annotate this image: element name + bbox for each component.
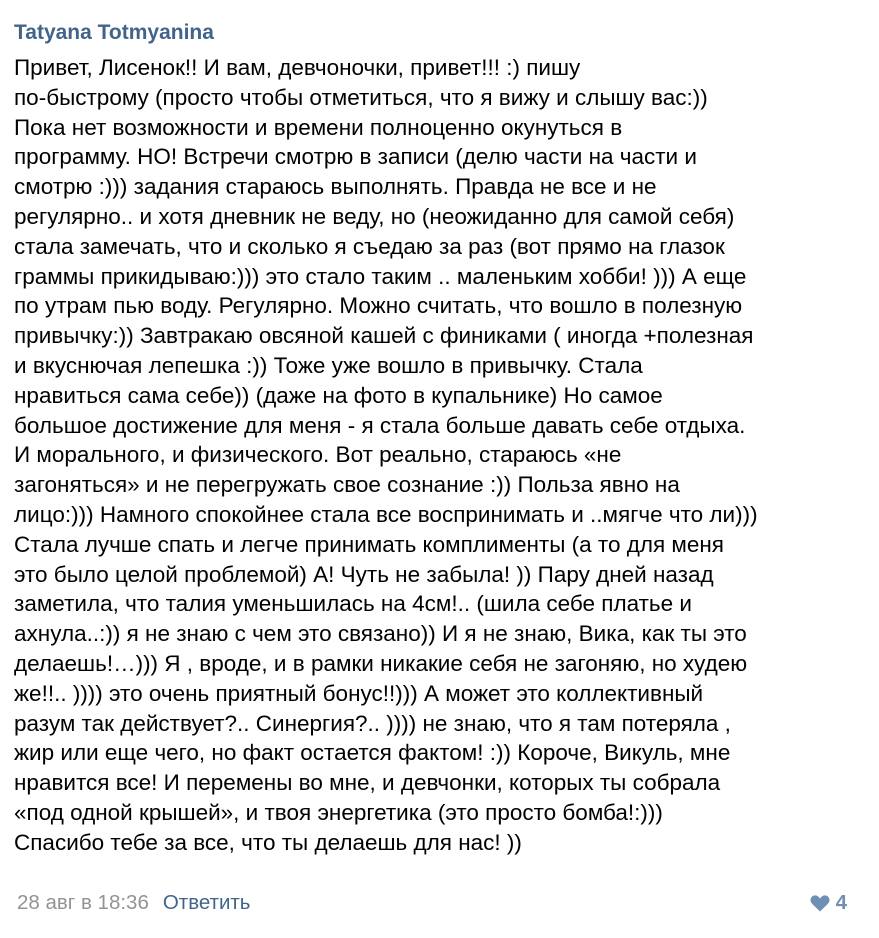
comment-author-name[interactable]: Tatyana Totmyanina [14,21,214,44]
comment-text-line: граммы прикидываю:))) это стало таким .. маленьким хобби! ))) А еще [14,263,747,289]
comment-text-line: нравится все! И перемены во мне, и девчонки, которых ты собрала [14,770,721,796]
comment-text-line: Привет, Лисенок!! И вам, девчоночки, привет!!! :) пишу [14,55,581,80]
comment-text-line: лицо:))) Намного спокойнее стала все воспринимать и ..мягче что ли))) [14,501,758,527]
comment-text-line: разум так действует?.. Синергия?.. )))) не знаю, что я там потеряла , [14,710,731,736]
comment-text-line: «под одной крышей», и твоя энергетика (это просто бомба!:))) [14,799,663,825]
comment-text-line: И морального, и физического. Вот реально, стараюсь «не [14,442,622,468]
comment-text [14,53,874,858]
comment-text-line: нравиться сама себе)) (даже на фото в купальнике) Но самое [14,382,663,408]
like-button[interactable] [810,891,847,915]
comment-post [14,20,874,858]
comment-text-line: Стала лучше спать и легче принимать комплименты (а то для меня [14,531,724,557]
like-count: 4 [835,891,847,914]
comment-text-line: Пока нет возможности и времени полноценно окунуться в [14,114,623,140]
reply-link[interactable]: Ответить [162,891,251,914]
comment-footer [17,888,847,918]
comment-text-line: смотрю :))) задания стараюсь выполнять. Правда не все и не [14,174,657,200]
comment-text-line: загоняться» и не перегружать свое сознание :)) Польза явно на [14,472,680,498]
comment-text-line: привычку:)) Завтракаю овсяной кашей с финиками ( иногда +полезная [14,323,754,349]
comment-text-line: регулярно.. и хотя дневник не веду, но (неожиданно для самой себя) [14,203,735,229]
comment-text-line: по-быстрому (просто чтобы отметиться, что я вижу и слышу вас:)) [14,84,708,110]
comment-text-line: и вкуснючая лепешка :)) Тоже уже вошло в привычку. Стала [14,352,643,378]
comment-text-line: Спасибо тебе за все, что ты делаешь для нас! )) [14,829,522,855]
comment-text-line: большое достижение для меня - я стала больше давать себе отдыха. [14,412,746,438]
comment-text-line: стала замечать, что и сколько я съедаю за раз (вот прямо на глазок [14,233,725,259]
comment-text-line: по утрам пью воду. Регулярно. Можно считать, что вошло в полезную [14,293,743,319]
comment-text-line: программу. НО! Встречи смотрю в записи (делю части на части и [14,144,697,170]
comment-text-line: заметила, что талия уменьшилась на 4см!.. (шила себе платье и [14,591,692,617]
comment-text-line: делаешь!…))) Я , вроде, и в рамки никакие себя не загоняю, но худею [14,650,748,676]
comment-text-line: это было целой проблемой) А! Чуть не забыла! )) Пару дней назад [14,561,714,587]
comment-text-line: ахнула..:)) я не знаю с чем это связано)) И я не знаю, Вика, как ты это [14,621,747,647]
comment-text-line: жир или еще чего, но факт остается фактом! :)) Короче, Викуль, мне [14,740,731,766]
heart-icon [810,895,830,912]
comment-text-line: же!!.. )))) это очень приятный бонус!!))) А может это коллективный [14,680,704,706]
comment-date[interactable]: 28 авг в 18:36 [17,891,149,914]
